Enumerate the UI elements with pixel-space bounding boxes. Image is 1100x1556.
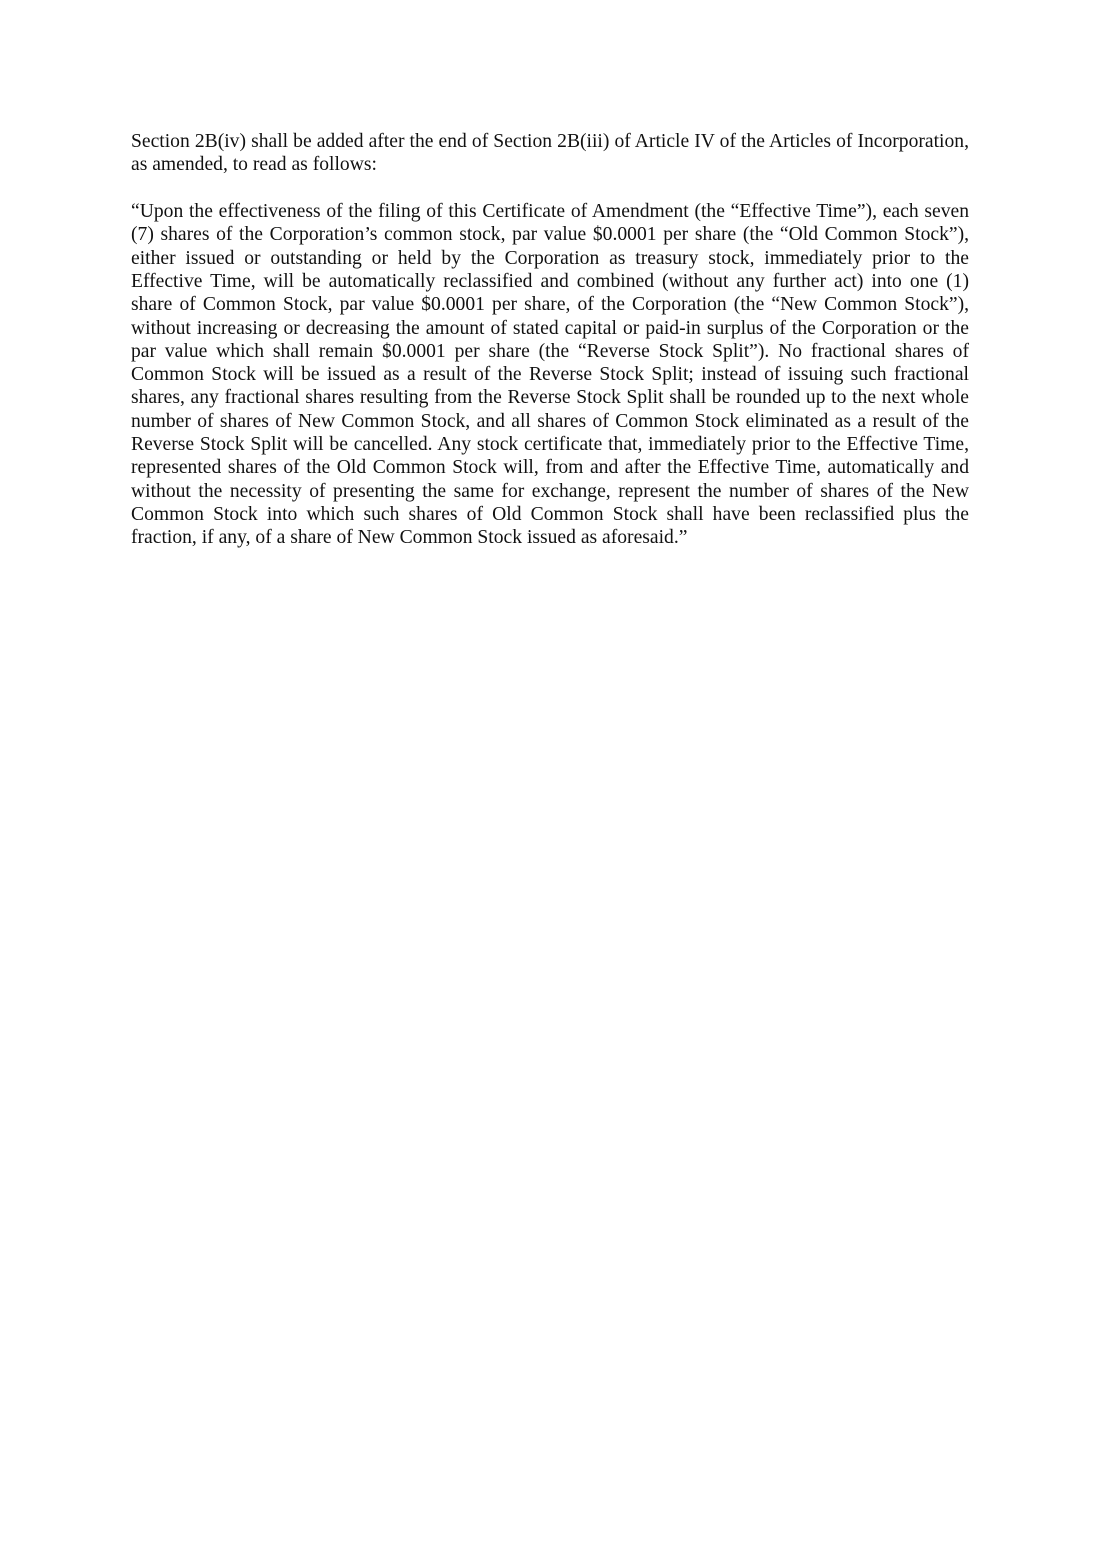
intro-paragraph: Section 2B(iv) shall be added after the end of Section 2B(iii) of Article IV of the Articles of Incorporation, as amended, to read as follows: xyxy=(131,131,969,176)
amendment-paragraph: “Upon the effectiveness of the filing of this Certificate of Amendment (the “Effective Time”), each seven (7) shares of the Corporation’s common stock, par value $0.0001 per share (the “Old Common Stock”), either issued or outstanding or held by the Corporation as treasury stock, immediately prior to the Effective Time, will be automatically reclassified and combined (without any further act) into one (1) share of Common Stock, par value $0.0001 per share, of the Corporation (the “New Common Stock”), without increasing or decreasing the amount of stated capital or paid-in surplus of the Corporation or the par value which shall remain $0.0001 per share (the “Reverse Stock Split”). No fractional shares of Common Stock will be issued as a result of the Reverse Stock Split; instead of issuing such fractional shares, any fractional shares resulting from the Reverse Stock Split shall be rounded up to the next whole number of shares of New Common Stock, and all shares of Common Stock eliminated as a result of the Reverse Stock Split will be cancelled. Any stock certificate that, immediately prior to the Effective Time, represented shares of the Old Common Stock will, from and after the Effective Time, automatically and without the necessity of presenting the same for exchange, represent the number of shares of the New Common Stock into which such shares of Old Common Stock shall have been reclassified plus the fraction, if any, of a share of New Common Stock issued as aforesaid.” xyxy=(131,201,969,549)
document-body xyxy=(131,130,969,550)
